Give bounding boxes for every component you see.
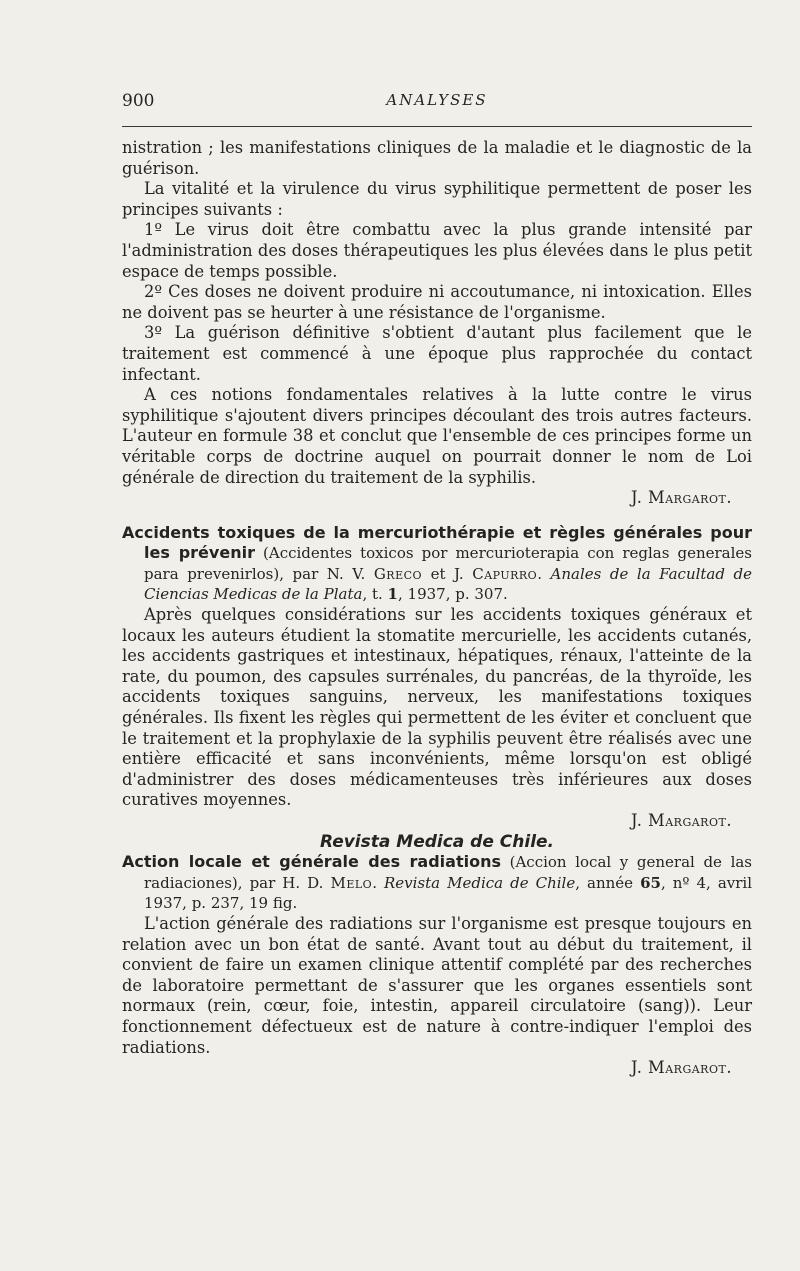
article-citation-part: , t. — [362, 585, 388, 604]
article-citation-part: (Accion local y general de las radiaciones), par H. D. — [144, 853, 753, 892]
intro-conclusion-text: A ces notions fondamentales relatives à la lutte contre le virus syphilitique s'ajoutent divers principes découlant des trois autres facteurs. L'auteur en formule 38 et conclut que l'ensemble de ces principes forme un véritable corps de doctrine auquel on pourrait donner le nom de Loi générale de direction du traitement de la syphilis. — [122, 385, 752, 487]
article-citation-part: . — [372, 873, 384, 892]
intro-paragraph-conclusion — [122, 385, 752, 509]
article-title: Action locale et générale des radiations — [122, 852, 501, 872]
article-abstract — [122, 914, 752, 1079]
abstract-text: Après quelques considérations sur les accidents toxiques généraux et locaux les auteurs étudient la stomatite mercurielle, les accidents cutanés, les accidents gastriques et intestinaux, hépatiques, rénaux, l'atteinte de la rate, du poumon, des capsules surrénales, du pancréas, de la thyroïde, les accidents toxiques sanguins, nerveux, les manifestations toxiques générales. Ils fixent les règles qui permettent de les éviter et concluent que le traitement et la prophylaxie de la syphilis peuvent être réalisés avec une entière efficacité et sans inconvénients, même lorsqu'on est obligé d'administrer des doses médicamenteuses très inférieures aux doses curatives moyennes. — [122, 605, 752, 810]
journal-name: Anales de la Facultad de Ciencias Medicas de la Plata — [144, 564, 752, 604]
author-name: Capurro — [472, 564, 538, 583]
intro-paragraph-2: La vitalité et la virulence du virus syphilitique permettent de poser les principes suivants : — [122, 179, 752, 219]
article-title: Accidents toxiques de la mercuriothérapie et règles générales pour les prévenir — [122, 522, 752, 563]
article-citation-part: , nº 4, avril 1937, p. 237, 19 fig. — [144, 873, 753, 913]
article-citation-part: (Accidentes toxicos por mercurioterapia con reglas generales para prevenirlos), par N. V. — [144, 544, 753, 583]
intro-principle-3: 3º La guérison définitive s'obtient d'autant plus facilement que le traitement est commencé à une époque plus rapprochée du contact infectant. — [122, 323, 752, 384]
article-citation-part: , 1937, p. 307. — [397, 585, 508, 604]
section-heading: Revista Medica de Chile. — [319, 831, 555, 852]
page-body — [122, 138, 752, 1079]
signature: J. Margarot. — [630, 488, 732, 508]
article-abstract — [122, 605, 752, 832]
abstract-text: L'action générale des radiations sur l'organisme est presque toujours en relation avec un bon état de santé. Avant tout au début du traitement, il convient de faire un examen clinique attentif complété par des recherches de laboratoire permettant de s'assurer que les organes essentiels sont normaux (rein, cœur, foie, intestin, appareil circulatoire (sang)). Leur fonctionnement défectueux est de nature à contre-indiquer l'emploi des radiations. — [122, 913, 752, 1057]
article-reference — [122, 523, 752, 605]
article-citation-part: , année — [575, 873, 641, 892]
intro-principle-1: 1º Le virus doit être combattu avec la plus grande intensité par l'administration des doses thérapeutiques les plus élevées dans le plus petit espace de temps possible. — [122, 220, 752, 281]
volume-number: 65 — [640, 873, 661, 892]
journal-name: Revista Medica de Chile — [383, 873, 576, 892]
article-reference — [122, 852, 752, 914]
page-number: 900 — [122, 91, 155, 111]
signature: J. Margarot. — [630, 1058, 732, 1078]
header-rule — [122, 126, 752, 127]
running-title: ANALYSES — [386, 91, 488, 109]
author-name: Greco — [373, 564, 423, 583]
signature: J. Margarot. — [630, 811, 732, 830]
page-header — [122, 91, 752, 115]
intro-principle-2: 2º Ces doses ne doivent produire ni accoutumance, ni intoxication. Elles ne doivent pas se heurter à une résistance de l'organisme. — [122, 282, 752, 322]
article-citation-part: . — [537, 564, 551, 583]
intro-paragraph-1: nistration ; les manifestations cliniques de la maladie et le diagnostic de la guérison. — [122, 138, 752, 178]
article-citation-part: et J. — [422, 564, 473, 583]
author-name: Melo — [330, 873, 373, 892]
volume-number: 1 — [387, 585, 398, 604]
